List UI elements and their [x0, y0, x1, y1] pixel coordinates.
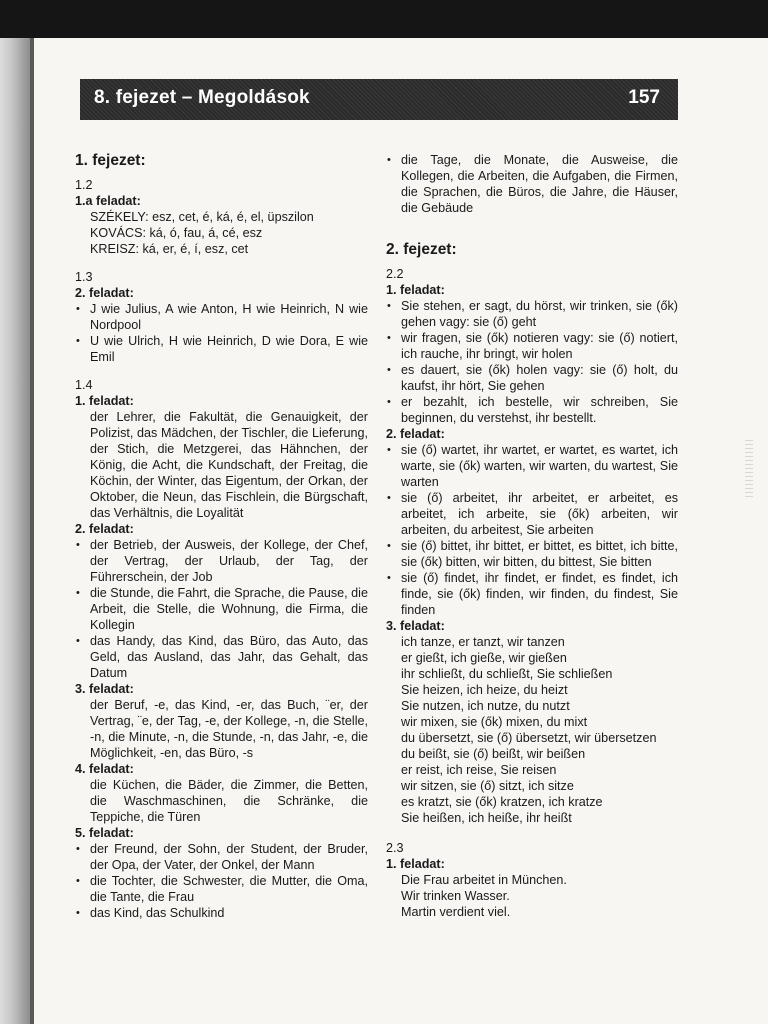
- answer-bullet: • U wie Ulrich, H wie Heinrich, D wie Dora, E wie Emil: [75, 333, 368, 365]
- answer-paragraph: der Beruf, -e, das Kind, -er, das Buch, ¨er, der Vertrag, ¨e, der Tag, -e, der Kollege, -n, die Stelle, -n, die Minute, -n, die Stunde, -n, das Jahr, -e, die Möglichkeit, -en, das Büro, -s: [90, 698, 368, 760]
- answer-list: [386, 442, 678, 618]
- task-1-label: 1. feladat:: [386, 283, 445, 297]
- answer-bullet: • er bezahlt, ich bestelle, wir schreiben, Sie beginnen, du verstehst, ihr bestellt.: [386, 394, 678, 426]
- show-through-marks: [745, 440, 753, 500]
- task-2-label: 2. feladat:: [75, 286, 134, 300]
- answer-bullet: • sie (ő) findet, ihr findet, er findet, es findet, ich finde, sie (ők) finden, wir finden, du findest, Sie finden: [386, 570, 678, 618]
- chapter-1-heading: 1. fejezet:: [75, 152, 146, 169]
- answer-bullet: • der Freund, der Sohn, der Student, der Bruder, der Opa, der Vater, der Onkel, der Mann: [75, 841, 368, 873]
- task-2-label: 2. feladat:: [75, 522, 134, 536]
- page-number: 157: [628, 87, 660, 108]
- answer-line: Die Frau arbeitet in München.: [401, 873, 567, 887]
- section-2-3-number: 2.3: [386, 841, 404, 855]
- section-1-4-number: 1.4: [75, 378, 93, 392]
- scan-top-edge: [0, 0, 768, 38]
- answer-bullet: • sie (ő) arbeitet, ihr arbeitet, er arbeitet, es arbeitet, ich arbeite, sie (ők) arbeiten, wir arbeiten, du arbeitest, Sie arbeiten: [386, 490, 678, 538]
- answer-bullet: • die Tage, die Monate, die Ausweise, die Kollegen, die Arbeiten, die Aufgaben, die Firmen, die Sprachen, die Büros, die Jahre, die Häuser, die Gebäude: [386, 152, 678, 216]
- task-1-label: 1. feladat:: [386, 857, 445, 871]
- answer-bullet: • sie (ő) wartet, ihr wartet, er wartet, es wartet, ich warte, sie (ők) warten, wir warten, du wartest, Sie warten: [386, 442, 678, 490]
- answer-line: es kratzt, sie (ők) kratzen, ich kratze: [401, 795, 603, 809]
- answer-line: Sie nutzen, ich nutze, du nutzt: [401, 699, 570, 713]
- answer-bullet: • der Betrieb, der Ausweis, der Kollege, der Chef, der Vertrag, der Urlaub, der Tag, der Führerschein, der Job: [75, 537, 368, 585]
- answer-bullet: • die Tochter, die Schwester, die Mutter, die Oma, die Tante, die Frau: [75, 873, 368, 905]
- task-4-label: 4. feladat:: [75, 762, 134, 776]
- answer-list: [75, 537, 368, 681]
- answer-paragraph: der Lehrer, die Fakultät, die Genauigkeit, der Polizist, das Mädchen, der Tischler, die Lieferung, der Stich, die Metzgerei, das Hähnchen, der König, die Acht, die Kundschaft, der Freitag, die Köchin, der Winter, das Eigentum, der Orkan, der Oktober, die Neun, das Fischlein, die Bürgschaft, das Verhältnis, die Loyalität: [90, 410, 368, 520]
- chapter-title: 8. fejezet – Megoldások: [94, 87, 310, 108]
- answer-bullet: • die Stunde, die Fahrt, die Sprache, die Pause, die Arbeit, die Stelle, die Wohnung, die Firma, die Kollegin: [75, 585, 368, 633]
- answer-list: [386, 298, 678, 426]
- answer-line: Sie heißen, ich heiße, ihr heißt: [401, 811, 572, 825]
- answer-bullet: • es dauert, sie (ők) holen vagy: sie (ő) holt, du kaufst, ihr hört, Sie gehen: [386, 362, 678, 394]
- answer-line: ihr schließt, du schließt, Sie schließen: [401, 667, 613, 681]
- answer-line: du übersetzt, sie (ő) übersetzt, wir übersetzen: [401, 731, 657, 745]
- task-3-label: 3. feladat:: [75, 682, 134, 696]
- task-2-label: 2. feladat:: [386, 427, 445, 441]
- answer-line: wir sitzen, sie (ő) sitzt, ich sitze: [401, 779, 574, 793]
- answer-line: Sie heizen, ich heize, du heizt: [401, 683, 568, 697]
- task-5-label: 5. feladat:: [75, 826, 134, 840]
- section-1-2-number: 1.2: [75, 178, 93, 192]
- section-1-3-number: 1.3: [75, 270, 93, 284]
- answer-list: [75, 841, 368, 921]
- answer-line: Martin verdient viel.: [401, 905, 511, 919]
- section-2-2-number: 2.2: [386, 267, 404, 281]
- answer-bullet: • das Handy, das Kind, das Büro, das Auto, das Geld, das Ausland, das Jahr, das Gehalt, das Datum: [75, 633, 368, 681]
- answer-line: Wir trinken Wasser.: [401, 889, 510, 903]
- answer-line: KREISZ: ká, er, é, í, esz, cet: [90, 242, 249, 256]
- task-1a-label: 1.a feladat:: [75, 194, 141, 208]
- page-binding: [0, 38, 30, 1024]
- right-column: [386, 152, 678, 920]
- left-column: [75, 151, 368, 921]
- answer-list: [75, 301, 368, 365]
- answer-bullet: • sie (ő) bittet, ihr bittet, er bittet, es bittet, ich bitte, sie (ők) bitten, wir bitten, du bittest, Sie bitten: [386, 538, 678, 570]
- answer-line: ich tanze, er tanzt, wir tanzen: [401, 635, 565, 649]
- answer-line: er reist, ich reise, Sie reisen: [401, 763, 557, 777]
- task-1-label: 1. feladat:: [75, 394, 134, 408]
- answer-line: du beißt, sie (ő) beißt, wir beißen: [401, 747, 586, 761]
- answer-bullet: • J wie Julius, A wie Anton, H wie Heinrich, N wie Nordpool: [75, 301, 368, 333]
- chapter-header-banner: [80, 79, 678, 120]
- answer-line: KOVÁCS: ká, ó, fau, á, cé, esz: [90, 226, 263, 240]
- answer-paragraph: die Küchen, die Bäder, die Zimmer, die Betten, die Waschmaschinen, die Schränke, die Teppiche, die Türen: [90, 778, 368, 824]
- answer-bullet: • das Kind, das Schulkind: [75, 905, 368, 921]
- answer-bullet: • Sie stehen, er sagt, du hörst, wir trinken, sie (ők) gehen vagy: sie (ő) geht: [386, 298, 678, 330]
- answer-line: er gießt, ich gieße, wir gießen: [401, 651, 567, 665]
- answer-bullet: • wir fragen, sie (ők) notieren vagy: sie (ő) notiert, ich rauche, ihr bringt, wir holen: [386, 330, 678, 362]
- answer-line: SZÉKELY: esz, cet, é, ká, é, el, üpszilon: [90, 210, 314, 224]
- answer-line: wir mixen, sie (ők) mixen, du mixt: [401, 715, 588, 729]
- task-3-label: 3. feladat:: [386, 619, 445, 633]
- chapter-2-heading: 2. fejezet:: [386, 241, 457, 258]
- answer-list: [386, 152, 678, 216]
